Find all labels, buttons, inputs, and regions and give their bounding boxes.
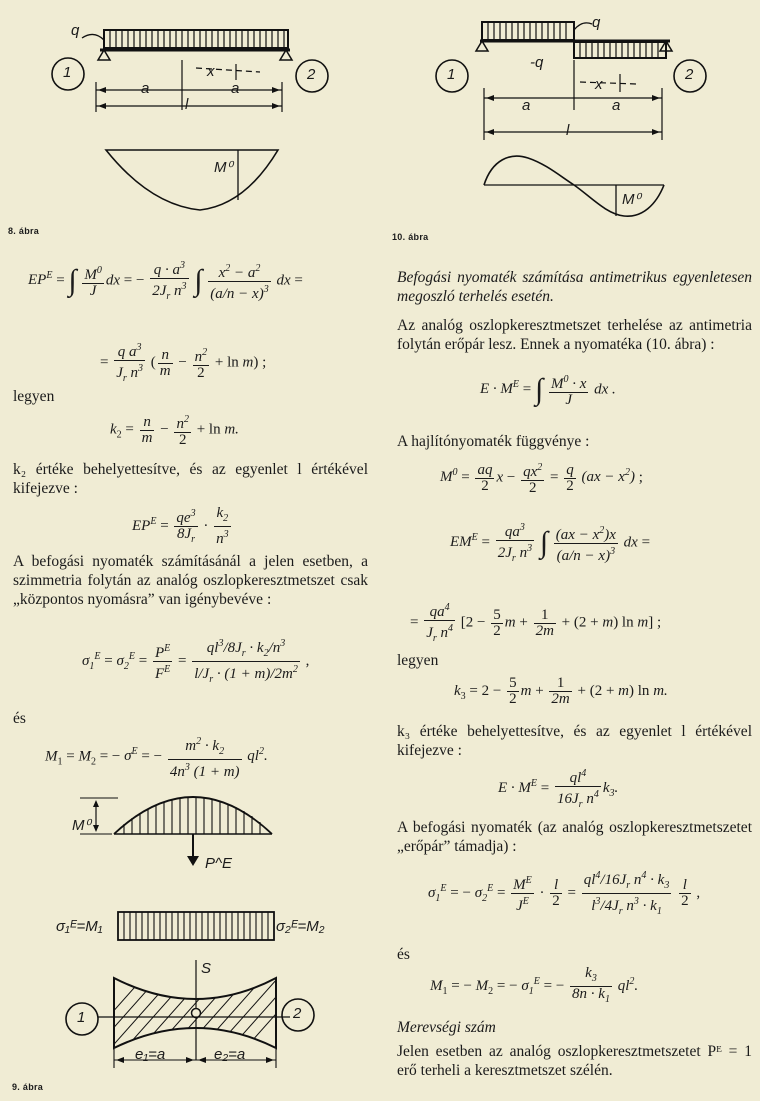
fig8-node-1: 1 (63, 64, 72, 81)
fig9-force-label: P^E (205, 855, 233, 872)
formula-k2: $k_2$ = $\frac{n}{m}$ − $\frac{n^2}{2}$ + ln m. (110, 413, 239, 448)
right-para-befogasi: A befogási nyomaték (az analóg oszlopkeresztmetszetet „erőpár” támadja) : (397, 819, 752, 855)
fig10-minus-q-label: -q (530, 54, 544, 71)
fig10-node-2: 2 (685, 66, 694, 83)
formula-em-result: = $\frac{qa^4}{J_r n^4}$ [2 − $\frac{5}{2}$ m + $\frac{1}{2m}$ + (2 + m) ln m] ; (410, 602, 662, 644)
fig9-e2-label: e₂=a (214, 1046, 246, 1063)
formula-m1-m2-antimetric: $M_1$ = − $M_2$ = − $\sigma_1^E$ = − $\frac{k_3}{8n \cdot k_1}$ $ql^2$. (430, 965, 639, 1005)
figure-10-drawing (380, 0, 760, 245)
formula-m1-m2-symmetric: $M_1 = M_2$ = − $\sigma^E$ = − $\frac{m^2 \cdot k_2}{4n^3 (1 + m)}$ $ql^2$. (45, 736, 268, 780)
formula-ep-result: = $\frac{q a^3}{J_r n^3}$ ( $\frac{n}{m}$ − $\frac{n^2}{2}$ + ln m) ; (100, 342, 267, 384)
left-para-k2: k₂ értéke behelyettesítve, és az egyenlet l értékével kifejezve : (13, 461, 368, 497)
fig9-node-1: 1 (77, 1009, 86, 1026)
right-para-analog: Az analóg oszlopkeresztmetszet terhelése az antimetria folytán erőpár lesz. Ennek a nyomatéka (10. ábra) : (397, 317, 752, 353)
formula-em-antimetric: $EM^E$ = $\frac{qa^3}{2J_r n^3}$ ∫ $\frac{(ax - x^2)x}{(a/n - x)^3}$ dx = (450, 522, 651, 564)
right-heading-merevsegi: Merevségi szám (397, 1019, 496, 1036)
formula-sigma-antimetric: $\sigma_1^E$ = − $\sigma_2^E$ = $\frac{M^E}{J^E}$ · $\frac{l}{2}$ = $\frac{ql^4/16J_r n^4 \cdot k_3}{l^3/4J_r n^3 \cdot k_1}$ $\frac{l}{2}$ , (428, 870, 701, 917)
fig10-caption: 10. ábra (392, 232, 429, 242)
fig8-moment-label: M⁰ (214, 159, 233, 176)
formula-ep-final: $EP^E$ = $\frac{qe^3}{8J_r}$ · $\frac{k_2}{n^3}$ (132, 505, 229, 547)
formula-em-integral: $E \cdot M^E$ = ∫ $\frac{M^0 \cdot x}{J}$ dx . (480, 373, 616, 408)
formula-sigma-symmetric: $\sigma_1^E = \sigma_2^E$ = $\frac{P^E}{F^E}$ = $\frac{ql^3/8J_r \cdot k_2/n^3}{l/J_r \cdot (1 + m)/2m^2}$ , (82, 638, 310, 685)
fig10-a-right-label: a (612, 97, 621, 114)
left-legyen-1: legyen (13, 388, 55, 405)
left-para-befogasi: A befogási nyomaték számításánál a jelen esetben, a szimmetria folytán az analóg oszlopkeresztmetszet csak „központos nyomásra” van igénybevéve : (13, 553, 368, 608)
fig10-node-1: 1 (447, 66, 456, 83)
figure-8 (0, 0, 380, 240)
right-legyen: legyen (397, 652, 439, 669)
fig8-x-label: x (207, 63, 215, 80)
fig10-a-left-label: a (522, 97, 531, 114)
fig8-caption: 8. ábra (8, 226, 40, 236)
right-para-k3: k₃ értéke behelyettesítve, és az egyenlet l értékével kifejezve : (397, 723, 752, 759)
right-es: és (397, 946, 410, 963)
fig10-moment-label: M⁰ (622, 191, 641, 208)
left-es: és (13, 710, 26, 727)
fig9-moment-label: M⁰ (72, 817, 91, 834)
fig8-a-right-label: a (231, 80, 240, 97)
formula-k3: $k_3 = 2$ − $\frac{5}{2}$ m + $\frac{1}{2m}$ + (2 + m) ln m. (454, 675, 668, 707)
fig8-q-label: q (71, 22, 80, 39)
fig8-l-label: l (185, 96, 189, 113)
fig9-right-stress-label: σ₂ᴱ=M₂ (276, 918, 325, 935)
right-para-hajlito: A hajlítónyomaték függvénye : (397, 433, 590, 450)
right-heading-main: Befogási nyomaték számítása antimetrikus egyenletesen megoszló terhelés esetén. (397, 269, 752, 305)
formula-em-final: $E \cdot M^E$ = $\frac{ql^4}{16J_r n^4}$ $k_3$. (498, 768, 619, 810)
figure-9 (0, 780, 380, 1101)
fig10-x-label: x (595, 76, 603, 93)
fig9-e1-label: e₁=a (135, 1046, 166, 1063)
fig10-l-label: l (566, 122, 570, 139)
fig9-node-2: 2 (293, 1005, 302, 1022)
fig8-node-2: 2 (307, 66, 316, 83)
fig10-q-label: q (592, 14, 601, 31)
fig9-left-stress-label: σ₁ᴱ=M₁ (56, 918, 103, 935)
formula-m0: $M^0$ = $\frac{aq}{2}$ x − $\frac{qx^2}{2}$ = $\frac{q}{2}$ $(ax - x^2)$ ; (440, 461, 643, 496)
fig8-a-left-label: a (141, 80, 150, 97)
fig9-caption: 9. ábra (12, 1082, 44, 1092)
fig9-centroid-label: S (201, 960, 212, 977)
formula-ep-integral: $EP^E$ = ∫ $\frac{M^0}{J}$ dx = − $\frac{q \cdot a^3}{2J_r n^3}$ ∫ $\frac{x^2 - a^2}{(a/n - x)^3}$ dx = (28, 260, 303, 302)
right-para-jelen: Jelen esetben az analóg oszlopkeresztmetszetet Pᴱ = 1 erő terheli a keresztmetszet szélén. (397, 1043, 752, 1079)
